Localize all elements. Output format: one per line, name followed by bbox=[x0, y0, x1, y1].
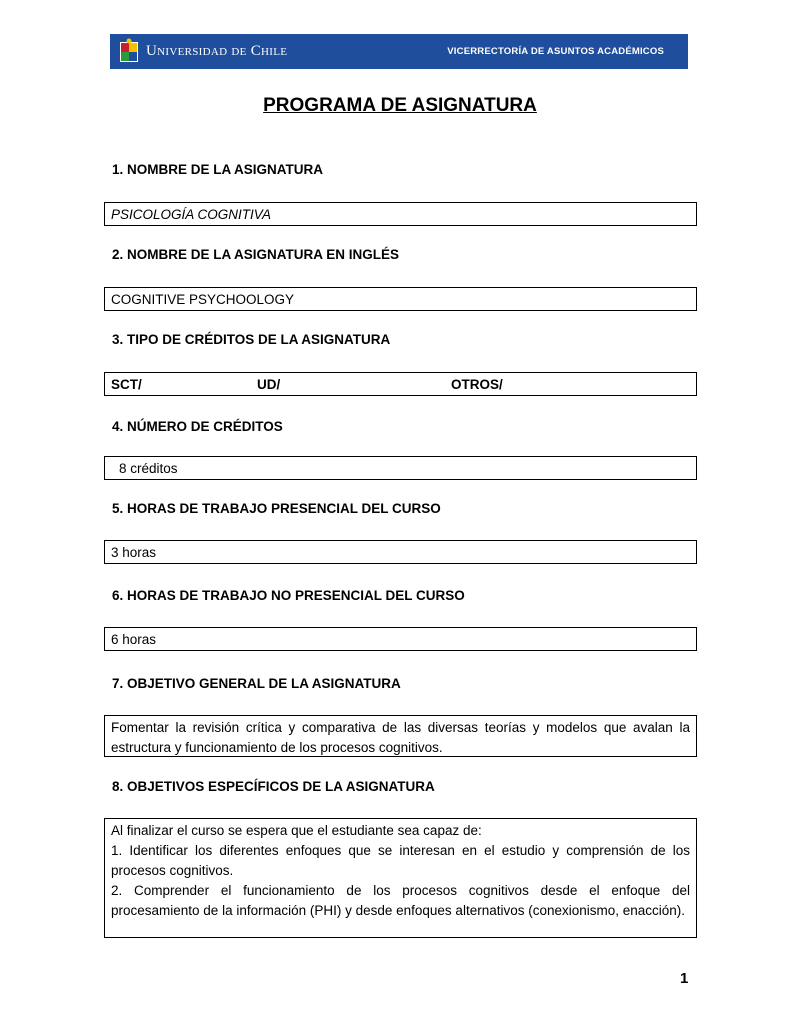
university-logo bbox=[118, 38, 287, 66]
specific-objective-item: 1. Identificar los diferentes enfoques que se interesan en el estudio y comprensión de los procesos cognitivos. bbox=[111, 843, 690, 878]
specific-objectives-field bbox=[104, 818, 697, 938]
section-3-heading: 3. TIPO DE CRÉDITOS DE LA ASIGNATURA bbox=[112, 332, 391, 347]
remote-hours-field: 6 horas bbox=[104, 627, 697, 651]
course-name-field: PSICOLOGÍA COGNITIVA bbox=[104, 202, 697, 226]
header-banner bbox=[110, 34, 688, 69]
credits-field: 8 créditos bbox=[104, 456, 697, 480]
section-7-heading: 7. OBJETIVO GENERAL DE LA ASIGNATURA bbox=[112, 676, 401, 691]
page-number: 1 bbox=[680, 970, 689, 987]
section-4-heading: 4. NÚMERO DE CRÉDITOS bbox=[112, 419, 283, 434]
specific-objective-item: 2. Comprender el funcionamiento de los procesos cognitivos desde el enfoque del procesamiento de la información (PHI) y desde enfoques alternativos (conexionismo, enacción). bbox=[111, 883, 690, 918]
university-name: Universidad de Chile bbox=[146, 43, 288, 59]
section-8-heading: 8. OBJETIVOS ESPECÍFICOS DE LA ASIGNATURA bbox=[112, 779, 435, 794]
section-6-heading: 6. HORAS DE TRABAJO NO PRESENCIAL DEL CURSO bbox=[112, 588, 465, 603]
credit-type-field bbox=[104, 372, 697, 396]
office-name: VICERRECTORÍA DE ASUNTOS ACADÉMICOS bbox=[447, 46, 664, 57]
in-person-hours-field: 3 horas bbox=[104, 540, 697, 564]
credit-type-otros: OTROS/ bbox=[451, 377, 503, 392]
section-5-heading: 5. HORAS DE TRABAJO PRESENCIAL DEL CURSO bbox=[112, 501, 441, 516]
specific-objectives-intro: Al finalizar el curso se espera que el estudiante sea capaz de: bbox=[111, 823, 482, 838]
credit-type-sct: SCT/ bbox=[111, 377, 142, 392]
section-2-heading: 2. NOMBRE DE LA ASIGNATURA EN INGLÉS bbox=[112, 247, 400, 262]
page-title: PROGRAMA DE ASIGNATURA bbox=[263, 95, 537, 116]
course-name-english-field: COGNITIVE PSYCHOOLOGY bbox=[104, 287, 697, 311]
section-1-heading: 1. NOMBRE DE LA ASIGNATURA bbox=[112, 162, 324, 177]
credit-type-ud: UD/ bbox=[257, 377, 281, 392]
general-objective-field bbox=[104, 715, 697, 757]
university-crest-icon bbox=[118, 38, 140, 66]
general-objective-text: Fomentar la revisión crítica y comparativa de las diversas teorías y modelos que avalan la estructura y funcionamiento de los procesos cognitivos. bbox=[111, 720, 690, 755]
